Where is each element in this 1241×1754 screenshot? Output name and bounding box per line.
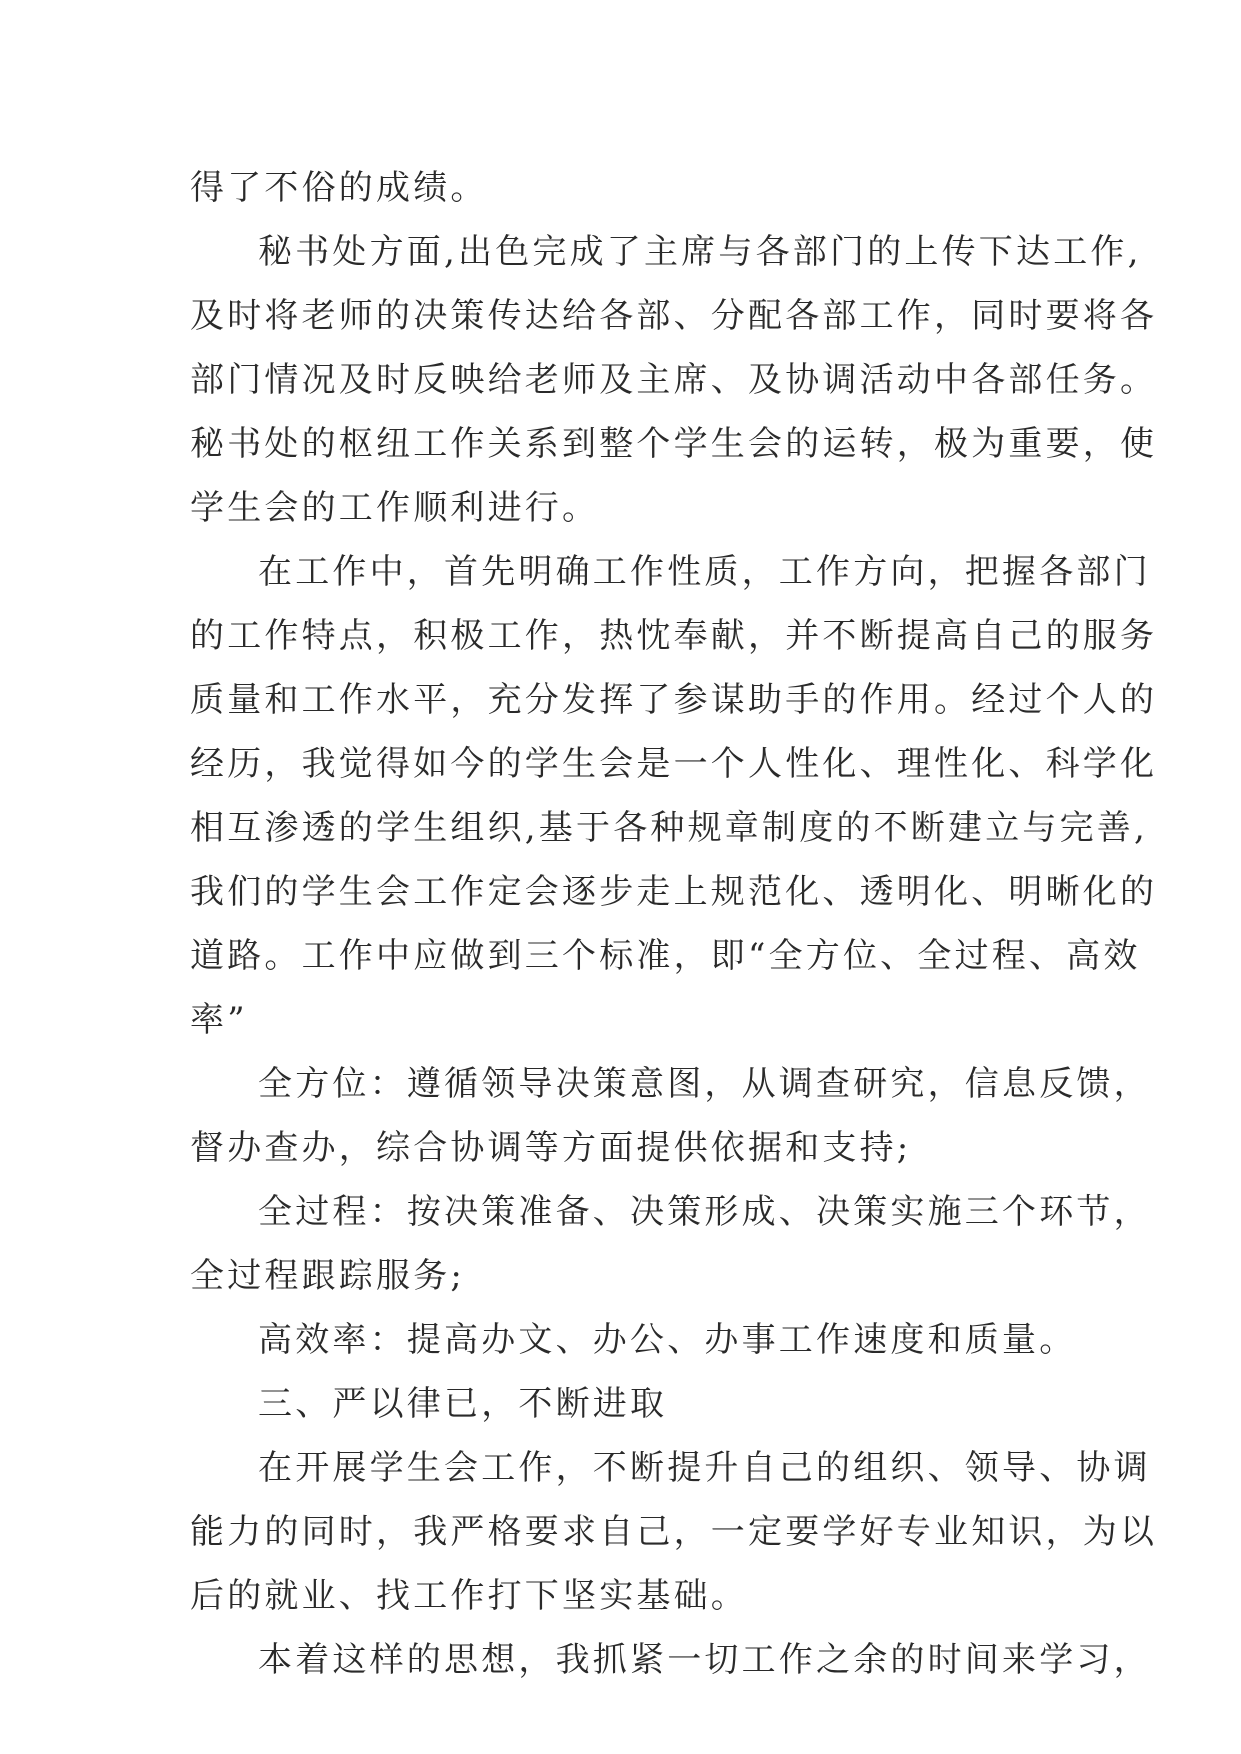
text-line: 道路。工作中应做到三个标准，即“全方位、全过程、高效 bbox=[190, 936, 1141, 976]
text-line: 相互渗透的学生组织,基于各种规章制度的不断建立与完善, bbox=[190, 808, 1149, 848]
text-line: 及时将老师的决策传达给各部、分配各部工作，同时要将各 bbox=[190, 296, 1158, 336]
section-heading: 三、严以律已，不断进取 bbox=[258, 1384, 668, 1424]
paragraph-first-line: 高效率：提高办文、办公、办事工作速度和质量。 bbox=[258, 1320, 1077, 1360]
text-line: 部门情况及时反映给老师及主席、及协调活动中各部任务。 bbox=[190, 360, 1158, 400]
text-line: 经历，我觉得如今的学生会是一个人性化、理性化、科学化 bbox=[190, 744, 1158, 784]
text-line: 学生会的工作顺利进行。 bbox=[190, 488, 600, 528]
text-line: 能力的同时，我严格要求自己，一定要学好专业知识，为以 bbox=[190, 1512, 1158, 1552]
text-line: 质量和工作水平，充分发挥了参谋助手的作用。经过个人的 bbox=[190, 680, 1158, 720]
text-line: 秘书处的枢纽工作关系到整个学生会的运转，极为重要，使 bbox=[190, 424, 1158, 464]
paragraph-first-line: 本着这样的思想，我抓紧一切工作之余的时间来学习， bbox=[258, 1640, 1151, 1680]
text-line: 全过程跟踪服务; bbox=[190, 1256, 466, 1296]
text-line: 后的就业、找工作打下坚实基础。 bbox=[190, 1576, 748, 1616]
paragraph-first-line: 在工作中，首先明确工作性质，工作方向，把握各部门 bbox=[258, 552, 1151, 592]
text-line: 得了不俗的成绩。 bbox=[190, 168, 488, 208]
text-line: 的工作特点，积极工作，热忱奉献，并不断提高自己的服务 bbox=[190, 616, 1158, 656]
text-line: 率” bbox=[190, 1000, 248, 1040]
text-line: 督办查办，综合协调等方面提供依据和支持; bbox=[190, 1128, 912, 1168]
paragraph-first-line: 全过程：按决策准备、决策形成、决策实施三个环节， bbox=[258, 1192, 1151, 1232]
paragraph-first-line: 在开展学生会工作，不断提升自己的组织、领导、协调 bbox=[258, 1448, 1151, 1488]
paragraph-first-line: 全方位：遵循领导决策意图，从调查研究，信息反馈， bbox=[258, 1064, 1151, 1104]
text-line: 我们的学生会工作定会逐步走上规范化、透明化、明晰化的 bbox=[190, 872, 1158, 912]
paragraph-first-line: 秘书处方面,出色完成了主席与各部门的上传下达工作, bbox=[258, 232, 1142, 272]
